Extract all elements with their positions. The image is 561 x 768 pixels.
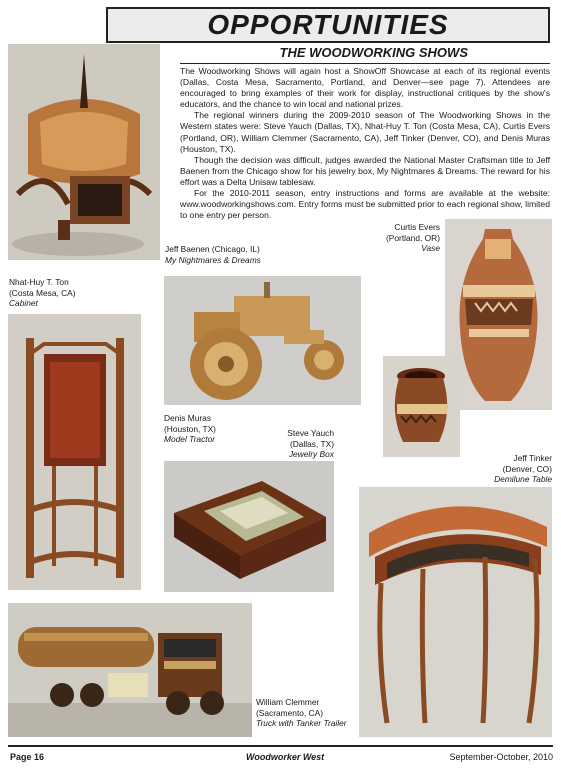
photo-cabinet <box>8 314 141 590</box>
photo-small-vase <box>383 356 460 457</box>
article-paragraph: For the 2010-2011 season, entry instructions and forms are available at the website: www.woodworkingshows.com. Entry forms must be submitted prior to each regional show, limited to one entry per person. <box>180 188 550 221</box>
caption-title: Model Tractor <box>164 434 216 444</box>
article-title-bar <box>180 42 550 64</box>
caption-clemmer <box>256 697 347 729</box>
caption-title: Jewelry Box <box>288 449 334 459</box>
caption-name: Jeff Baenen (Chicago, IL) <box>165 244 260 254</box>
caption-tinker <box>486 453 552 485</box>
caption-name: Steve Yauch <box>287 428 334 438</box>
photo-jewelry-box <box>164 461 334 592</box>
section-title: OPPORTUNITIES <box>207 9 449 40</box>
caption-name: Denis Muras <box>164 413 212 423</box>
caption-title: Demilune Table <box>494 474 552 484</box>
caption-location: (Houston, TX) <box>164 423 216 434</box>
magazine-name: Woodworker West <box>246 752 325 762</box>
issue-date: September-October, 2010 <box>449 752 553 762</box>
caption-yauch <box>284 428 334 460</box>
section-banner <box>106 7 550 43</box>
article-paragraph: Though the decision was difficult, judges awarded the National Master Craftsman title to Jeff Baenen from the Chicago show for his jewelry box, My Nightmares & Dreams. The reward for his effort was a Delta Unisaw tablesaw. <box>180 154 550 187</box>
article-body <box>180 66 550 221</box>
photo-demilune-table <box>359 487 552 737</box>
page-footer <box>8 745 553 767</box>
caption-location: (Dallas, TX) <box>289 438 334 449</box>
caption-muras <box>164 413 216 445</box>
caption-title: Truck with Tanker Trailer <box>256 718 347 728</box>
caption-title: My Nightmares & Dreams <box>165 254 261 265</box>
caption-name: Nhat-Huy T. Ton <box>9 277 69 287</box>
caption-evers <box>380 222 440 254</box>
page-number: Page 16 <box>10 752 45 762</box>
caption-location: (Sacramento, CA) <box>256 707 324 718</box>
caption-location: (Portland, OR) <box>386 232 440 243</box>
photo-truck-tanker-trailer <box>8 603 252 737</box>
caption-ton <box>9 277 76 309</box>
photo-model-tractor <box>164 276 361 405</box>
caption-location: (Costa Mesa, CA) <box>9 287 76 298</box>
article-title: THE WOODWORKING SHOWS <box>279 45 468 60</box>
photo-tall-vase <box>445 219 552 410</box>
article-paragraph: The Woodworking Shows will again host a ShowOff Showcase at each of its regional events (Dallas, Costa Mesa, Sacramento, Portland, and Denver—see page 7). Attendees are encouraged to bring examples of their work for display, instructional critiques by the show's educators, and the chance to win local and national prizes. <box>180 66 550 110</box>
caption-name: Jeff Tinker <box>513 453 552 463</box>
article-paragraph: The regional winners during the 2009-2010 season of The Woodworking Shows in the Western states were: Steve Yauch (Dallas, TX), Nhat-Huy T. Ton (Costa Mesa, CA), Curtis Evers (Portland, OR), William Clemmer (Sacramento, CA), Jeff Tinker (Denver, CO), and Denis Muras (Houston, TX). <box>180 110 550 154</box>
caption-title: Cabinet <box>9 298 38 308</box>
caption-title: Vase <box>421 243 440 253</box>
caption-name: Curtis Evers <box>394 222 440 232</box>
caption-location: (Denver, CO) <box>502 463 552 474</box>
caption-baenen <box>165 244 261 265</box>
caption-name: William Clemmer <box>256 697 320 707</box>
photo-nightmares-dreams-box <box>8 44 160 260</box>
